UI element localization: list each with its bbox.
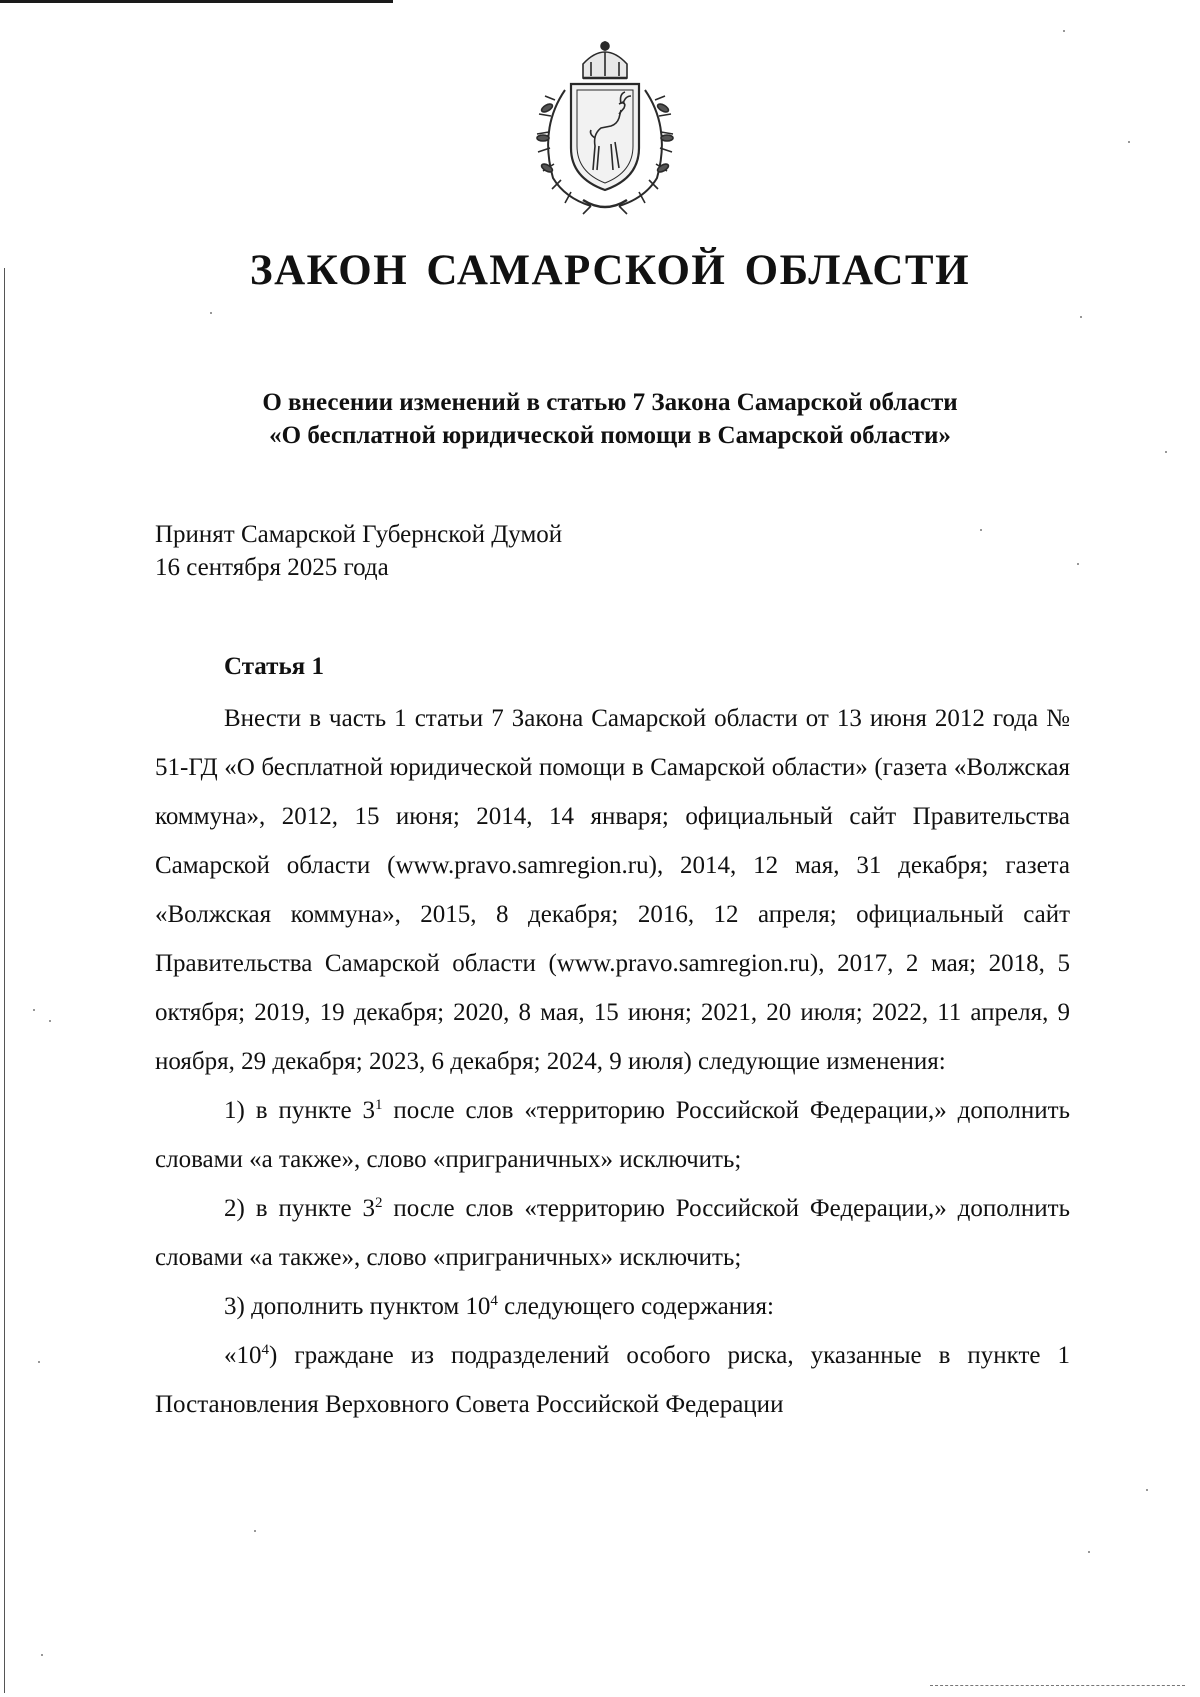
scan-edge-mark: [0, 0, 393, 3]
item-text: после слов «территорию Российской Федерации,» дополнить словами «а также», слово «приграничных» исключить;: [155, 1097, 1070, 1173]
item-prefix: 1) в пункте 3: [224, 1097, 375, 1124]
subtitle-line: О внесении изменений в статью 7 Закона Самарской области: [262, 389, 958, 416]
article-body: [155, 694, 1070, 1429]
adopted-by: Принят Самарской Губернской Думой: [155, 521, 563, 548]
scan-speck: [1165, 451, 1167, 453]
article-heading: Статья 1: [224, 653, 324, 680]
scan-edge-line: [4, 268, 5, 1693]
scan-speck: [41, 1654, 43, 1656]
amendment-item: [155, 1184, 1070, 1282]
scan-speck: [254, 1530, 256, 1532]
scan-speck: [1146, 1489, 1148, 1491]
scan-speck: [33, 1009, 35, 1011]
scan-speck: [210, 312, 212, 314]
scan-speck: [1080, 316, 1082, 318]
item-prefix: «10: [224, 1342, 262, 1369]
document-subtitle: [0, 386, 1200, 452]
item-superscript: 1: [375, 1097, 383, 1113]
item-text: после слов «территорию Российской Федерации,» дополнить словами «а также», слово «приграничных» исключить;: [155, 1195, 1070, 1271]
scan-speck: [1088, 1551, 1090, 1553]
item-text: следующего содержания:: [497, 1293, 774, 1320]
adopted-date: 16 сентября 2025 года: [155, 554, 389, 581]
item-prefix: 2) в пункте 3: [224, 1195, 375, 1222]
item-superscript: 4: [261, 1342, 269, 1358]
scan-speck: [1128, 141, 1130, 143]
scan-speck: [49, 1020, 51, 1022]
subtitle-line: «О бесплатной юридической помощи в Самарской области»: [269, 422, 951, 449]
scan-speck: [1077, 563, 1079, 565]
amendment-item: [155, 1086, 1070, 1184]
scan-speck: [980, 529, 982, 531]
scan-dash-mark: [930, 1685, 1185, 1687]
intro-paragraph: Внести в часть 1 статьи 7 Закона Самарской области от 13 июня 2012 года № 51-ГД «О бесплатной юридической помощи в Самарской области» (газета «Волжская коммуна», 2012, 15 июня; 2014, 14 января; официальный сайт Правительства Самарской области (www.pravo.samregion.ru), 2014, 12 мая, 31 декабря; газета «Волжская коммуна», 2015, 8 декабря; 2016, 12 апреля; официальный сайт Правительства Самарской области (www.pravo.samregion.ru), 2017, 2 мая; 2018, 5 октября; 2019, 19 декабря; 2020, 8 мая, 15 июня; 2021, 20 июля; 2022, 11 апреля, 9 ноября, 29 декабря; 2023, 6 декабря; 2024, 9 июля) следующие изменения:: [155, 705, 1070, 1075]
item-superscript: 2: [375, 1195, 383, 1211]
item-prefix: 3) дополнить пунктом 10: [224, 1293, 491, 1320]
adoption-info: [155, 518, 562, 584]
amendment-item: [155, 1282, 1070, 1331]
item-text: ) граждане из подразделений особого риска, указанные в пункте 1 Постановления Верховного Совета Российской Федерации: [155, 1342, 1070, 1418]
samara-coat-of-arms-icon: [525, 38, 685, 216]
scan-speck: [38, 1361, 40, 1363]
item-superscript: 4: [490, 1293, 498, 1309]
document-title: ЗАКОН САМАРСКОЙ ОБЛАСТИ: [249, 247, 971, 294]
amendment-item: [155, 1331, 1070, 1429]
scan-speck: [1063, 30, 1065, 32]
